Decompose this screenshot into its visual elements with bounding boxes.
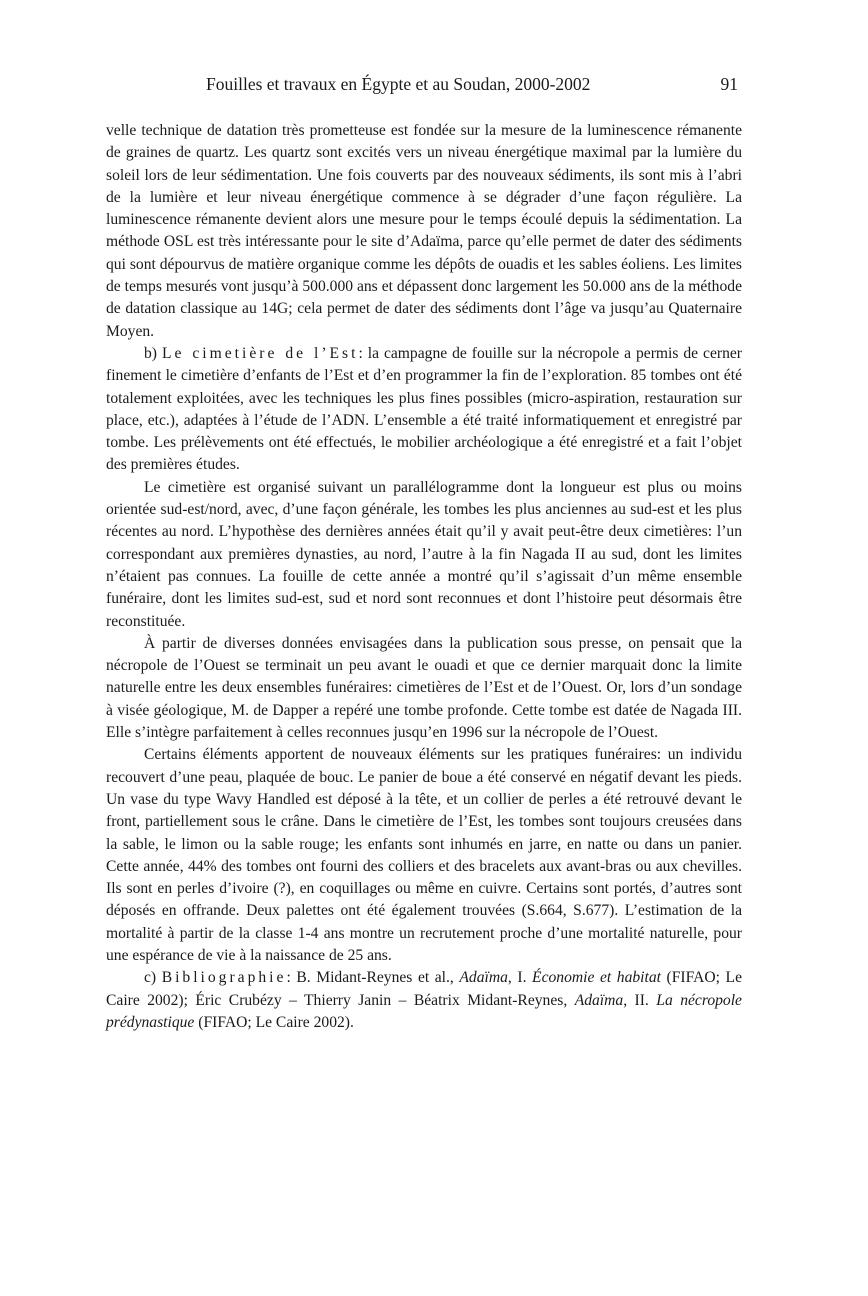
paragraph-bibliography (106, 967, 742, 1034)
running-title: Fouilles et travaux en Égypte et au Soudan, 2000-2002 (206, 74, 591, 94)
bibliography-title-adaima-1: Adaïma (459, 969, 508, 987)
bibliography-text-5: (FIFAO; Le Caire 2002). (194, 1013, 354, 1031)
paragraph-east-cemetery (106, 343, 742, 477)
section-heading-east-cemetery: Le cimetière de l’Est (161, 344, 359, 362)
section-marker-c: c) (144, 969, 162, 987)
paragraph-osl-dating: velle technique de datation très prometteuse est fondée sur la mesure de la luminescence rémanente de graines de quartz. Les quartz sont excités vers un niveau énergétique maximal par la lumière du soleil lors de leur sédimentation. Une fois couverts par des nouveaux sédiments, ils sont mis à l’abri de la lumière et leur niveau énergétique commence à se dégrader d’une façon régulière. La luminescence rémanente devient alors une mesure pour le temps écoulé depuis la sédimentation. La méthode OSL est très intéressante pour le site d’Adaïma, parce qu’elle permet de dater des sédiments qui sont dépourvus de matière organique comme les dépôts de ouadis et les sables éoliens. Les limites de temps mesurés vont jusqu’à 500.000 ans et dépassent donc largement les 50.000 ans de la méthode de datation classique au 14G; cela permet de dater des sédiments dont l’âge va jusqu’au Quaternaire Moyen. (106, 122, 742, 340)
bibliography-title-economie: Économie et habitat (532, 969, 661, 987)
section-heading-bibliography: Bibliographie (161, 969, 287, 987)
section-marker-b: b) (144, 344, 162, 362)
paragraph-funerary-practices: Certains éléments apportent de nouveaux éléments sur les pratiques funéraires: un individu recouvert d’une peau, plaquée de bouc. Le panier de boue a été conservé en négatif devant les pieds. Un vase du type Wavy Handled est déposé à la tête, et un collier de perles a été retrouvé devant le front, partiellement sous le crâne. Dans le cimetière de l’Est, les tombes sont toujours creusées dans la sable, le limon ou la sable rouge; les enfants sont inhumés en jarre, en natte ou dans un panier. Cette année, 44% des tombes ont fourni des colliers et des bracelets aux avant-bras ou aux chevilles. Ils sont en perles d’ivoire (?), en coquillages ou même en cuivre. Certains sont portés, d’autres sont déposés en offrande. Deux palettes ont été également trouvées (S.664, S.677). L’estimation de la mortalité à partir de la classe 1-4 ans montre un recrutement proche d’une mortalité naturelle, pour une espérance de vie à la naissance de 25 ans. (106, 746, 742, 964)
paragraph-cemetery-organisation: Le cimetière est organisé suivant un parallélogramme dont la longueur est plus ou moins orientée sud-est/nord, avec, d’une façon générale, les tombes les plus anciennes au sud-est et les plus récentes au nord. L’hypothèse des dernières années était qu’il y avait peut-être deux cimetières: l’un correspondant aux premières dynasties, au nord, l’autre à la fin Nagada II au sud, dont les limites n’étaient pas connues. La fouille de cette année a montré qu’il s’agissait d’un même ensemble funéraire, dont les limites sud-est, sud et nord sont reconnues et dont l’histoire peut désormais être reconstituée. (106, 478, 742, 630)
bibliography-text-3: (FIFAO; Le Caire 2002); Éric Crubézy – Thierry Janin – Béatrix Midant-Reynes, (106, 969, 742, 1009)
page-number: 91 (720, 74, 738, 94)
running-head (106, 72, 742, 96)
paragraph-west-necropolis: À partir de diverses données envisagées dans la publication sous presse, on pensait que la nécropole de l’Ouest se terminait un peu avant le ouadi et que ce dernier marquait donc la limite naturelle entre les deux ensembles funéraires: cimetières de l’Est et de l’Ouest. Or, lors d’un sondage à visée géologique, M. de Dapper a repéré une tombe profonde. Cette tombe est datée de Nagada III. Elle s’intègre parfaitement à celles reconnues jusqu’en 1996 sur la nécropole de l’Ouest. (106, 634, 742, 742)
bibliography-text-4: , II. (623, 991, 657, 1009)
bibliography-title-necropole: La nécropole prédynastique (106, 991, 742, 1031)
paragraph-east-cemetery-text: : la campagne de fouille sur la nécropole a permis de cerner finement le cimetière d’enfants de l’Est et d’en programmer la fin de l’exploration. 85 tombes ont été totalement exploitées, avec les techniques les plus fines possibles (micro-aspiration, restauration sur place, etc.), adaptées à l’étude de l’ADN. L’ensemble a été traité informatiquement et enregistré par tombe. Les prélèvements ont été effectués, le mobilier archéologique a été enregistré et a fait l’objet des premières études. (106, 344, 742, 474)
body-text (106, 120, 742, 1034)
bibliography-title-adaima-2: Adaïma (574, 991, 624, 1009)
bibliography-text-2: , I. (507, 969, 533, 987)
bibliography-text-1: : B. Midant-Reynes et al., (286, 969, 460, 987)
